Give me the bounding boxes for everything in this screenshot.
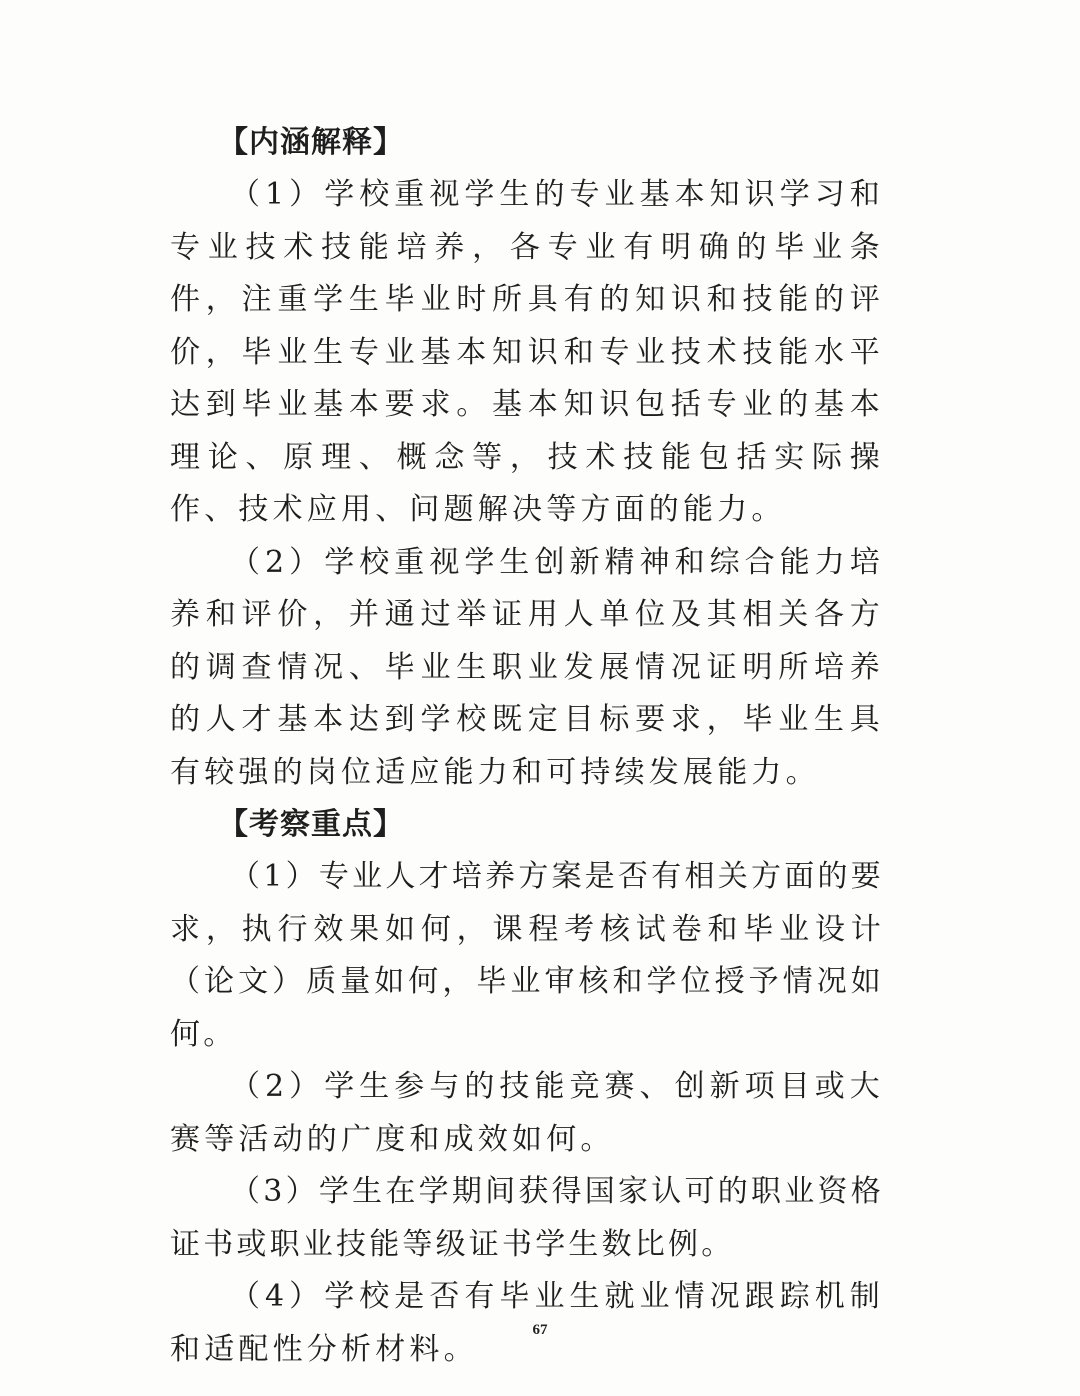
section-heading-key-points: 【考察重点】 [218, 807, 404, 842]
paragraph-connotation-2: （2）学校重视学生创新精神和综合能力培养和评价，并通过举证用人单位及其相关各方的调查情况、毕业生职业发展情况证明所培养的人才基本达到学校既定目标要求，毕业生具有较强的岗位适应能力和可持续发展能力。 [170, 544, 884, 790]
paragraph-key-point-3: （3）学生在学期间获得国家认可的职业资格证书或职业技能等级证书学生数比例。 [170, 1174, 884, 1262]
paragraph-key-point-1: （1）专业人才培养方案是否有相关方面的要求，执行效果如何，课程考核试卷和毕业设计（论文）质量如何，毕业审核和学位授予情况如何。 [170, 859, 884, 1052]
paragraph-key-point-4: （4）学校是否有毕业生就业情况跟踪机制和适配性分析材料。 [170, 1279, 884, 1367]
paragraph-key-point-2: （2）学生参与的技能竞赛、创新项目或大赛等活动的广度和成效如何。 [170, 1069, 884, 1157]
section-heading-connotation: 【内涵解释】 [218, 125, 404, 160]
page-number: 67 [532, 1322, 548, 1338]
paragraph-connotation-1: （1）学校重视学生的专业基本知识学习和专业技术技能培养，各专业有明确的毕业条件，注重学生毕业时所具有的知识和技能的评价，毕业生专业基本知识和专业技术技能水平达到毕业基本要求。基本知识包括专业的基本理论、原理、概念等，技术技能包括实际操作、技术应用、问题解决等方面的能力。 [170, 177, 884, 527]
page-content [170, 117, 884, 1376]
